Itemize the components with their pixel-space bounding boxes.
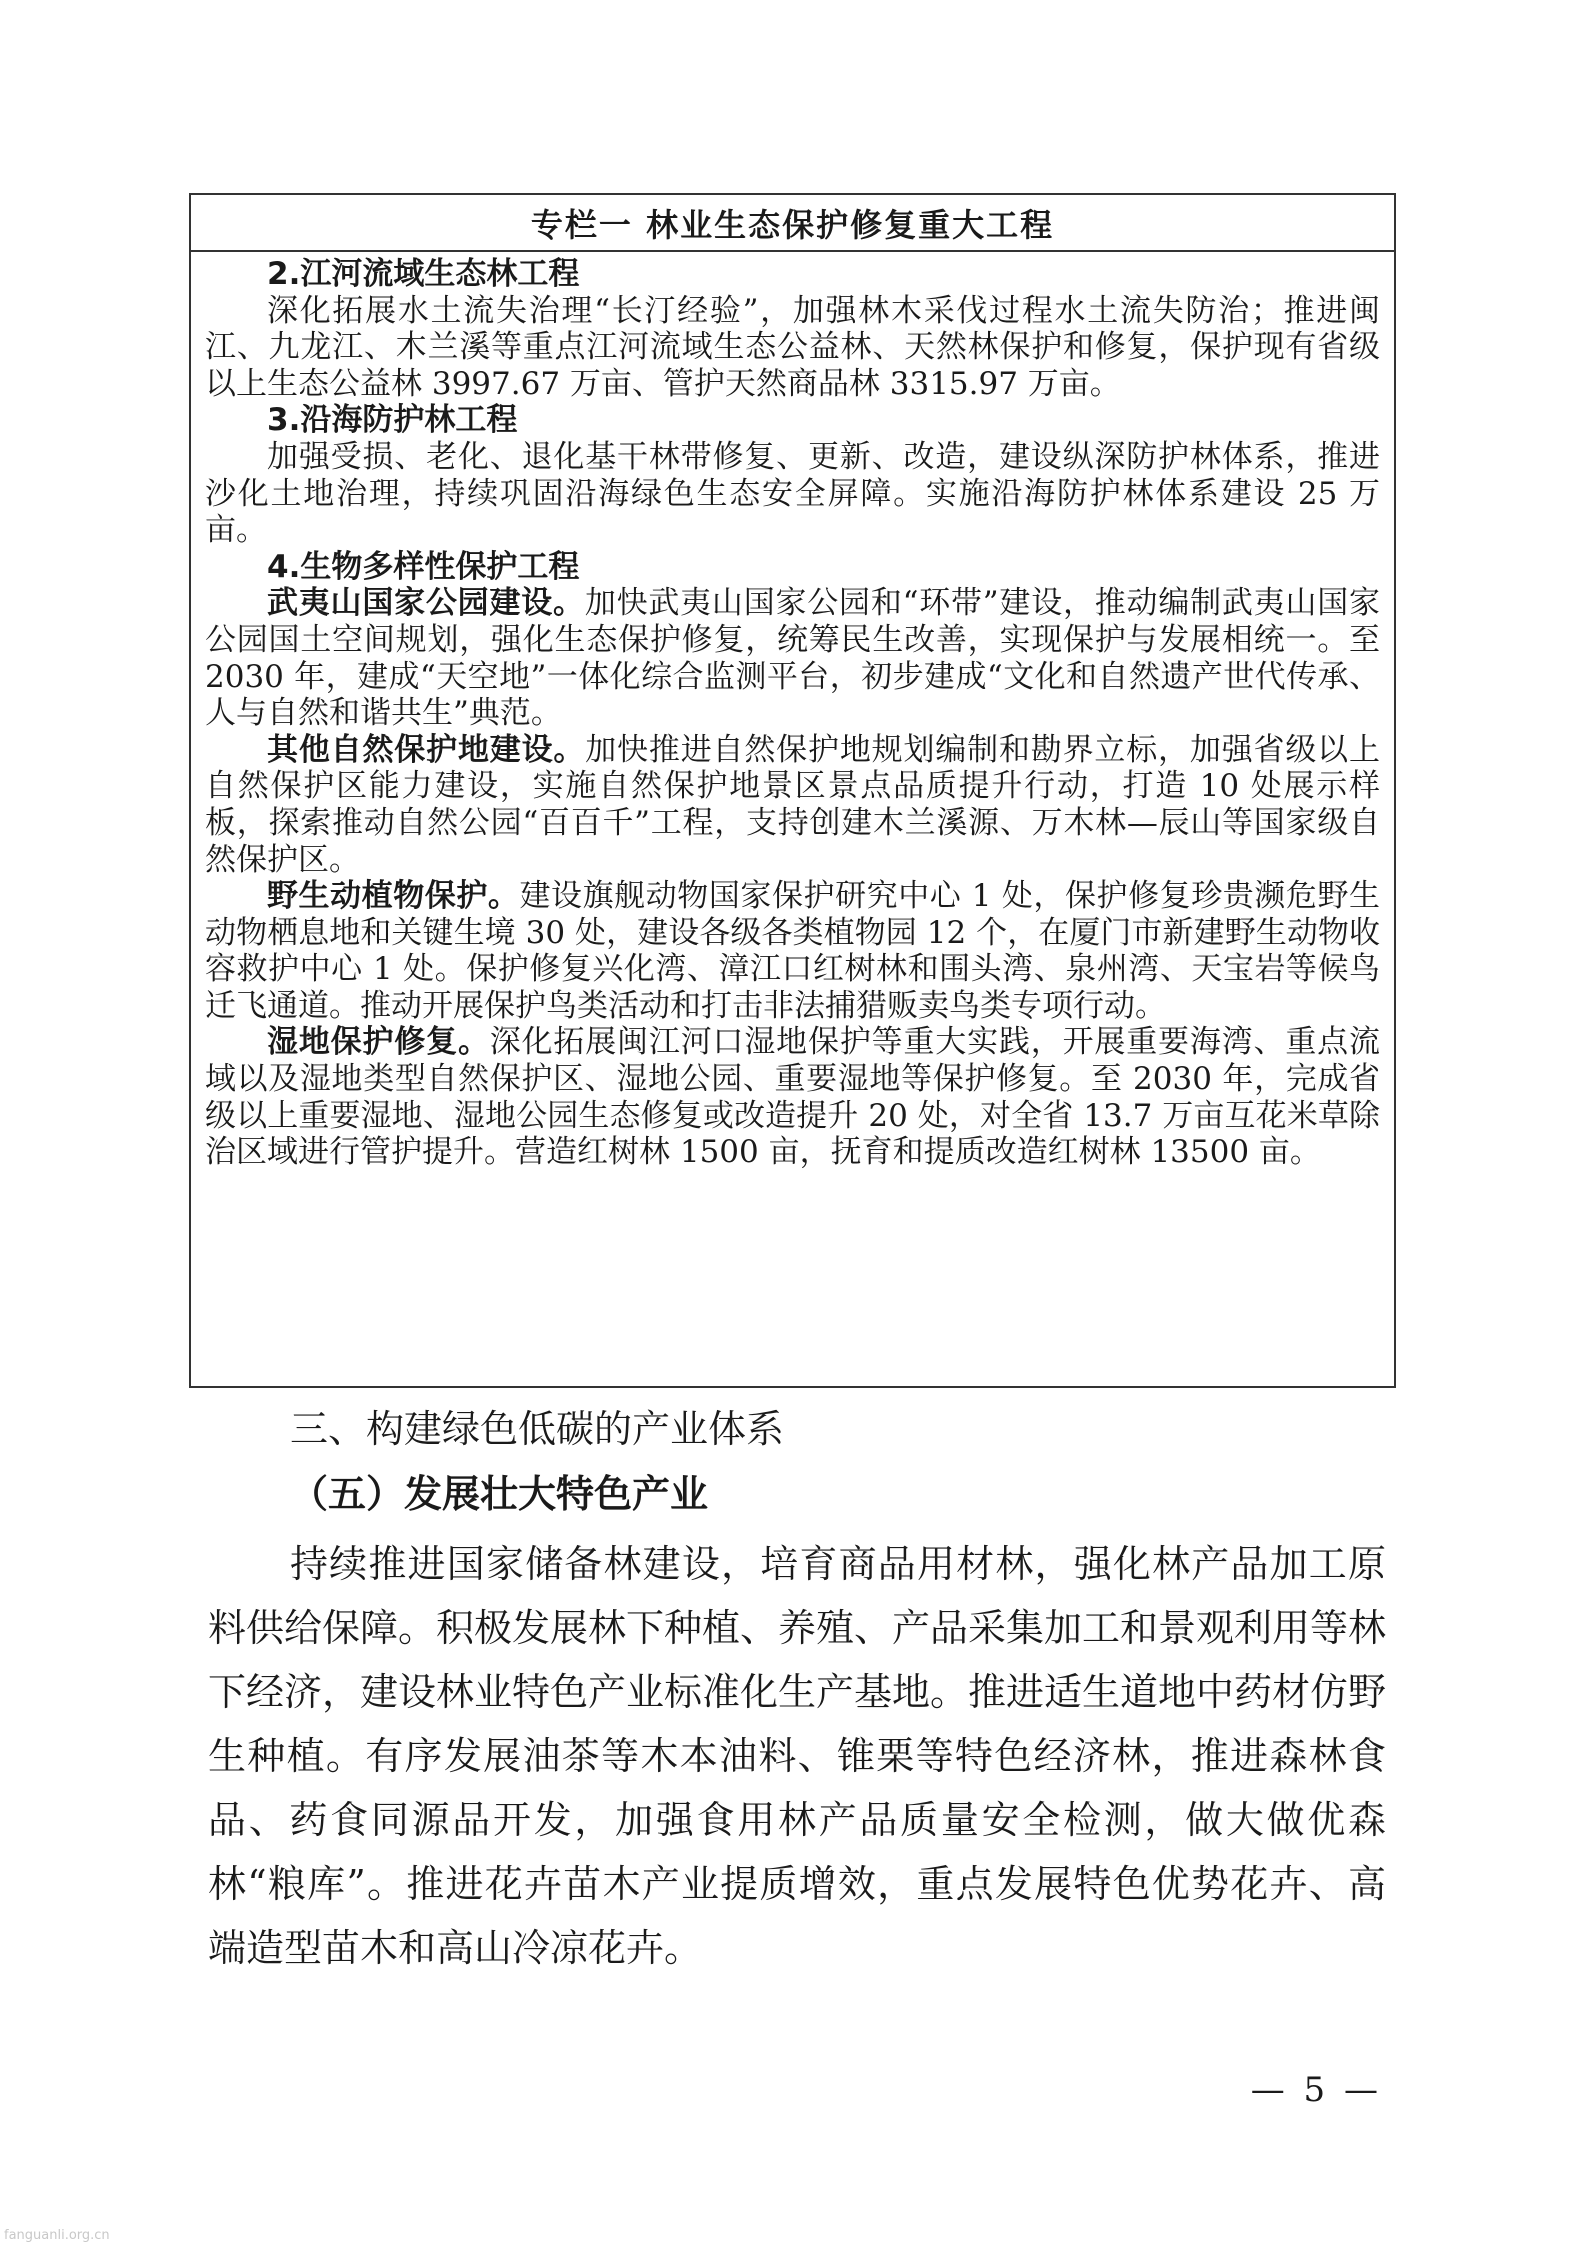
- box-paragraph: 加强受损、老化、退化基干林带修复、更新、改造，建设纵深防护林体系，推进沙化土地治理，持续巩固沿海绿色生态安全屏障。实施沿海防护林体系建设 25 万亩。: [205, 438, 1380, 549]
- box-paragraph: [205, 1024, 1380, 1170]
- paragraph-lead: 其他自然保护地建设。: [267, 731, 586, 768]
- box-subheading: 2.江河流域生态林工程: [267, 256, 580, 292]
- watermark: fanguanli.org.cn: [4, 2228, 110, 2243]
- box-subheading: 4.生物多样性保护工程: [267, 548, 580, 585]
- box-paragraph: [205, 585, 1380, 731]
- paragraph-lead: 武夷山国家公园建设。: [267, 585, 585, 622]
- box-body: [191, 252, 1394, 1171]
- subsection-heading: （五）发展壮大特色产业: [290, 1472, 709, 1516]
- paragraph-text: 加快推进自然保护地规划编制和勘界立标，加强省级以上自然保护区能力建设，实施自然保护地景区景点品质提升行动，打造 10 处展示样板，探索推动自然公园“百百千”工程，支持创建木兰溪源、万木林—辰山等国家级自然保护区。: [205, 731, 1380, 878]
- section-heading: 三、构建绿色低碳的产业体系: [290, 1407, 785, 1451]
- paragraph-text: 加快武夷山国家公园和“环带”建设，推动编制武夷山国家公园国土空间规划，强化生态保护修复，统筹民生改善，实现保护与发展相统一。至 2030 年，建成“天空地”一体化综合监测平台，初步建成“文化和自然遗产世代传承、人与自然和谐共生”典范。: [205, 585, 1381, 732]
- page-number: — 5 —: [1250, 2070, 1382, 2110]
- paragraph-text: 建设旗舰动物国家保护研究中心 1 处，保护修复珍贵濒危野生动物栖息地和关键生境 30 处，建设各级各类植物园 12 个，在厦门市新建野生动物收容救护中心 1 处。保护修复兴化湾、漳江口红树林和围头湾、泉州湾、天宝岩等候鸟迁飞通道。推动开展保护鸟类活动和打击非法捕猎贩卖鸟类专项行动。: [205, 878, 1381, 1024]
- box-paragraph: [205, 732, 1380, 878]
- box-title: 专栏一 林业生态保护修复重大工程: [191, 195, 1394, 252]
- paragraph-lead: 野生动植物保护。: [267, 878, 520, 915]
- box-paragraph: [205, 878, 1380, 1024]
- box-subheading: 3.沿海防护林工程: [267, 402, 518, 439]
- paragraph-lead: 湿地保护修复。: [267, 1024, 490, 1061]
- box-paragraph: 深化拓展水土流失治理“长汀经验”，加强林木采伐过程水土流失防治；推进闽江、九龙江、木兰溪等重点江河流域生态公益林、天然林保护和修复，保护现有省级以上生态公益林 3997.67 万亩、管护天然商品林 3315.97 万亩。: [205, 292, 1380, 402]
- feature-box: [189, 193, 1396, 1388]
- paragraph-text: 深化拓展闽江河口湿地保护等重大实践，开展重要海湾、重点流域以及湿地类型自然保护区、湿地公园、重要湿地等保护修复。至 2030 年，完成省级以上重要湿地、湿地公园生态修复或改造提升 20 处，对全省 13.7 万亩互花米草除治区域进行管护提升。营造红树林 1500 亩，抚育和提质改造红树林 13500 亩。: [205, 1024, 1380, 1171]
- body-paragraph: 持续推进国家储备林建设，培育商品用材林，强化林产品加工原料供给保障。积极发展林下种植、养殖、产品采集加工和景观利用等林下经济，建设林业特色产业标准化生产基地。推进适生道地中药材仿野生种植。有序发展油茶等木本油料、锥栗等特色经济林，推进森林食品、药食同源品开发，加强食用林产品质量安全检测，做大做优森林“粮库”。推进花卉苗木产业提质增效，重点发展特色优势花卉、高端造型苗木和高山冷凉花卉。: [208, 1542, 1387, 1970]
